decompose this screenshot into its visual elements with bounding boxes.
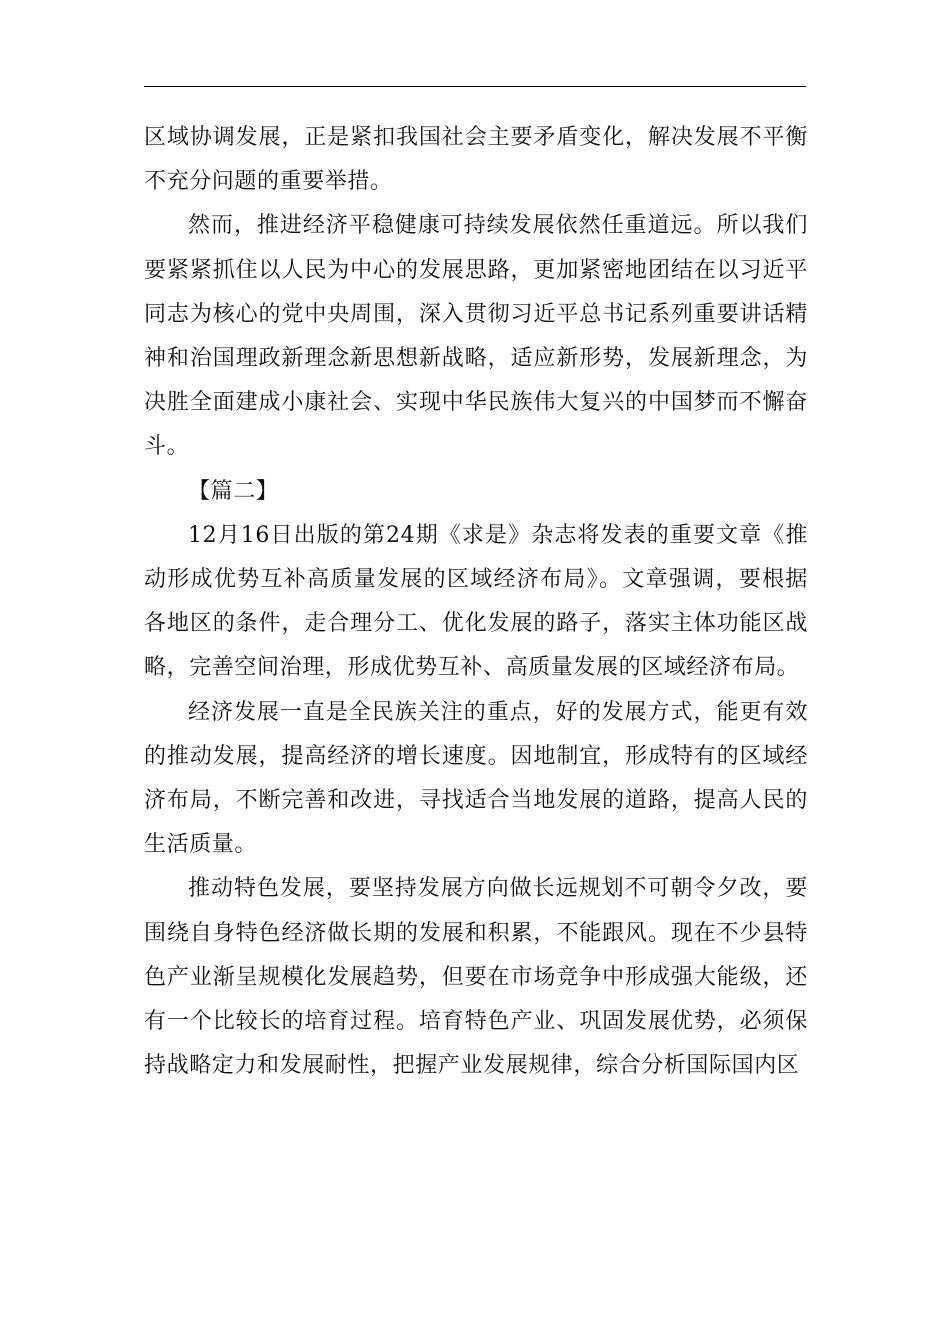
header-rule xyxy=(144,86,806,87)
paragraph: 推动特色发展，要坚持发展方向做长远规划不可朝令夕改，要围绕自身特色经济做长期的发展和积累，不能跟风。现在不少县特色产业渐呈规模化发展趋势，但要在市场竞争中形成强大能级，还有一个比较长的培育过程。培育特色产业、巩固发展优势，必须保持战略定力和发展耐性，把握产业发展规律，综合分析国际国内区 xyxy=(144,876,808,1079)
section-heading: 【篇二】 xyxy=(188,478,279,504)
paragraph-continuation: 区域协调发展，正是紧扣我国社会主要矛盾变化，解决发展不平衡不充分问题的重要举措。 xyxy=(144,125,808,195)
paragraph: 经济发展一直是全民族关注的重点，好的发展方式，能更有效的推动发展，提高经济的增长速度。因地制宜，形成特有的区域经济布局，不断完善和改进，寻找适合当地发展的道路，提高人民的生活质量。 xyxy=(144,699,808,858)
paragraph: 然而，推进经济平稳健康可持续发展依然任重道远。所以我们要紧紧抓住以人民为中心的发展思路，更加紧密地团结在以习近平同志为核心的党中央周围，深入贯彻习近平总书记系列重要讲话精神和治国理政新理念新思想新战略，适应新形势，发展新理念，为决胜全面建成小康社会、实现中华民族伟大复兴的中国梦而不懈奋斗。 xyxy=(144,213,808,460)
paragraph: 12月16日出版的第24期《求是》杂志将发表的重要文章《推动形成优势互补高质量发展的区域经济布局》。文章强调，要根据各地区的条件，走合理分工、优化发展的路子，落实主体功能区战略，完善空间治理，形成优势互补、高质量发展的区域经济布局。 xyxy=(144,522,808,681)
document-body xyxy=(144,116,808,1088)
